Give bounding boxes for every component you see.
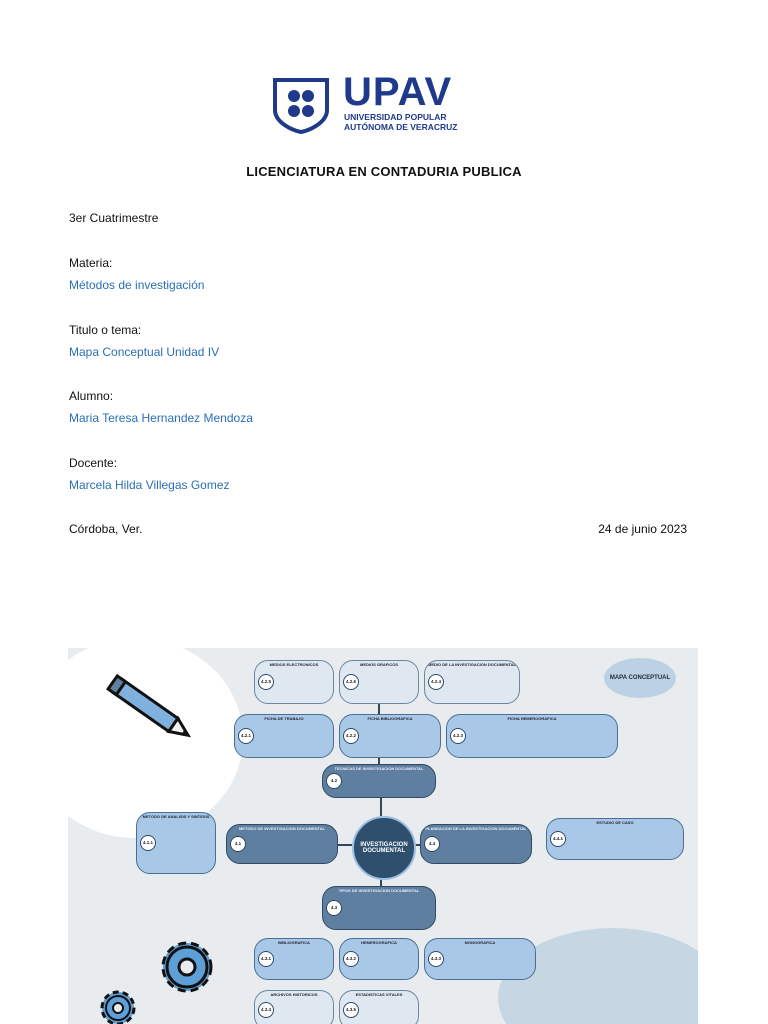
- node-number: 4.4.1: [550, 831, 566, 847]
- node-archivos: [254, 990, 334, 1024]
- node-tipos: [322, 886, 436, 930]
- gear-icon: [152, 932, 222, 1002]
- tema-value: Mapa Conceptual Unidad IV: [69, 345, 220, 359]
- node-number: 4.2.3: [450, 728, 466, 744]
- alumno-value: Maria Teresa Hernandez Mendoza: [69, 411, 253, 425]
- logo-subtitle: [344, 112, 458, 132]
- center-node: INVESTIGACION DOCUMENTAL: [352, 816, 416, 880]
- node-number: 4.2.4: [428, 674, 444, 690]
- node-estadisticas: [339, 990, 419, 1024]
- node-title: TECNICAS DE INVESTIGACION DOCUMENTAL: [334, 766, 424, 771]
- node-number: 4.3.2: [343, 951, 359, 967]
- node-number: 4.2: [326, 773, 342, 789]
- node-number: 4.1: [230, 836, 246, 852]
- node-title: MONOGRAFICA: [464, 940, 496, 945]
- node-title: HEMEROGRAFICA: [361, 940, 397, 945]
- node-number: 4.2.5: [258, 674, 274, 690]
- node-title: FICHA BIBLIOGRAFICA: [367, 716, 413, 721]
- node-title: MEDIOS GRAFICOS: [359, 662, 398, 667]
- materia-label: Materia:: [69, 256, 113, 270]
- docente-value: Marcela Hilda Villegas Gomez: [69, 478, 230, 492]
- node-title: METODO DE INVESTIGACION DOCUMENTAL: [238, 826, 326, 831]
- node-hemerografica: [339, 938, 419, 980]
- gear-icon: [98, 988, 138, 1024]
- node-number: 4.2.6: [343, 674, 359, 690]
- logo-subtitle-line2: AUTÓNOMA DE VERACRUZ: [344, 122, 458, 132]
- node-title: MEDIOS ELECTRONICOS: [269, 662, 319, 667]
- node-title: FICHA HEMEROGRAFICA: [507, 716, 557, 721]
- node-title: METODO DE ANALISIS Y SINTESIS: [142, 814, 210, 819]
- node-monografica: [424, 938, 536, 980]
- node-medios-graficos: [339, 660, 419, 704]
- node-title: ESTADISTICAS VITALES: [355, 992, 403, 997]
- docente-label: Docente:: [69, 456, 118, 470]
- node-number: 4.3.1: [258, 951, 274, 967]
- logo-wordmark: UPAV: [343, 70, 453, 114]
- node-title: ESTUDIO DE CASO: [596, 820, 634, 825]
- pencil-icon: [104, 672, 200, 748]
- node-title: TIPOS DE INVESTIGACION DOCUMENTAL: [338, 888, 420, 893]
- place-text: Córdoba, Ver.: [69, 522, 143, 536]
- node-title: ARCHIVOS HISTORICOS: [270, 992, 318, 997]
- node-number: 4.2.1: [238, 728, 254, 744]
- logo-subtitle-line1: UNIVERSIDAD POPULAR: [344, 112, 447, 122]
- node-number: 4.3.4: [258, 1002, 274, 1018]
- date-text: 24 de junio 2023: [598, 522, 687, 536]
- page-heading: LICENCIATURA EN CONTADURIA PUBLICA: [246, 164, 522, 179]
- node-ficha-hemerografica: [446, 714, 618, 758]
- shield-icon: [271, 76, 331, 134]
- node-metodo: [226, 824, 338, 864]
- node-number: 4.3: [326, 900, 342, 916]
- tema-label: Titulo o tema:: [69, 323, 142, 337]
- upav-logo: [271, 70, 486, 134]
- node-estudio-caso: [546, 818, 684, 860]
- node-title: FICHA DE TRABAJO: [264, 716, 304, 721]
- node-tecnicas: [322, 764, 436, 798]
- node-ficha-bibliografica: [339, 714, 441, 758]
- cuatrimestre-text: 3er Cuatrimestre: [69, 211, 159, 225]
- node-medios-electronicos: [254, 660, 334, 704]
- connector: [380, 796, 382, 816]
- node-title: BIBLIOGRAFICA: [278, 940, 310, 945]
- node-number: 4.1.1: [140, 835, 156, 851]
- materia-value: Métodos de investigación: [69, 278, 205, 292]
- concept-map: [68, 648, 698, 1024]
- node-number: 4.3.5: [343, 1002, 359, 1018]
- node-planeacion: [420, 824, 532, 864]
- node-number: 4.4: [424, 836, 440, 852]
- node-title: MEDIO DE LA INVESTIGACION DOCUMENTAL: [428, 662, 516, 667]
- node-ficha-trabajo: [234, 714, 334, 758]
- node-medio-investigacion: [424, 660, 520, 704]
- node-number: 4.3.3: [428, 951, 444, 967]
- alumno-label: Alumno:: [69, 389, 114, 403]
- node-title: PLANEACION DE LA INVESTIGACION DOCUMENTAL: [425, 826, 527, 831]
- map-title: MAPA CONCEPTUAL: [604, 658, 676, 698]
- node-number: 4.2.2: [343, 728, 359, 744]
- node-metodo-analisis: [136, 812, 216, 874]
- node-bibliografica: [254, 938, 334, 980]
